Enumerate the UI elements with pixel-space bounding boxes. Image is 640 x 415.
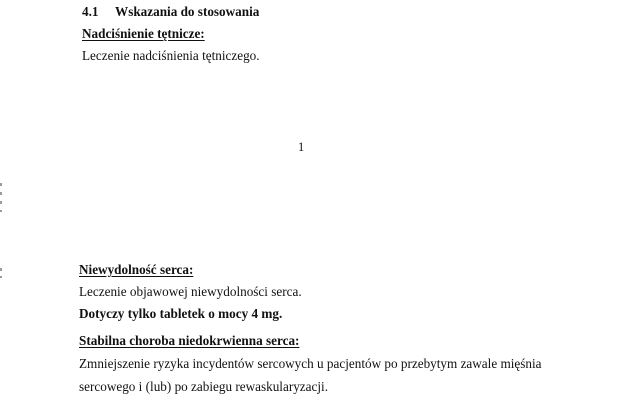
page-number: 1 xyxy=(298,140,305,154)
heart-failure-note: Dotyczy tylko tabletek o mocy 4 mg. xyxy=(79,306,283,321)
heart-failure-heading: Niewydolność serca: xyxy=(79,262,194,277)
stable-cad-text-line1: Zmniejszenie ryzyka incydentów sercowych u pacjentów po przebytym zawale mięśnia xyxy=(79,356,542,371)
stable-cad-text-line2: sercowego i (lub) po zabiegu rewaskularyzacji. xyxy=(79,379,328,394)
margin-mark xyxy=(0,268,2,271)
hypertension-heading: Nadciśnienie tętnicze: xyxy=(82,26,205,41)
section-number: 4.1 xyxy=(82,4,99,19)
section-title: Wskazania do stosowania xyxy=(115,4,260,19)
stable-cad-heading: Stabilna choroba niedokrwienna serca: xyxy=(79,333,300,348)
margin-mark xyxy=(0,192,2,195)
margin-mark xyxy=(0,183,2,186)
margin-mark xyxy=(0,210,2,212)
margin-mark xyxy=(0,201,2,204)
heart-failure-text: Leczenie objawowej niewydolności serca. xyxy=(79,284,302,299)
margin-mark xyxy=(0,276,2,278)
hypertension-text: Leczenie nadciśnienia tętniczego. xyxy=(82,48,260,63)
